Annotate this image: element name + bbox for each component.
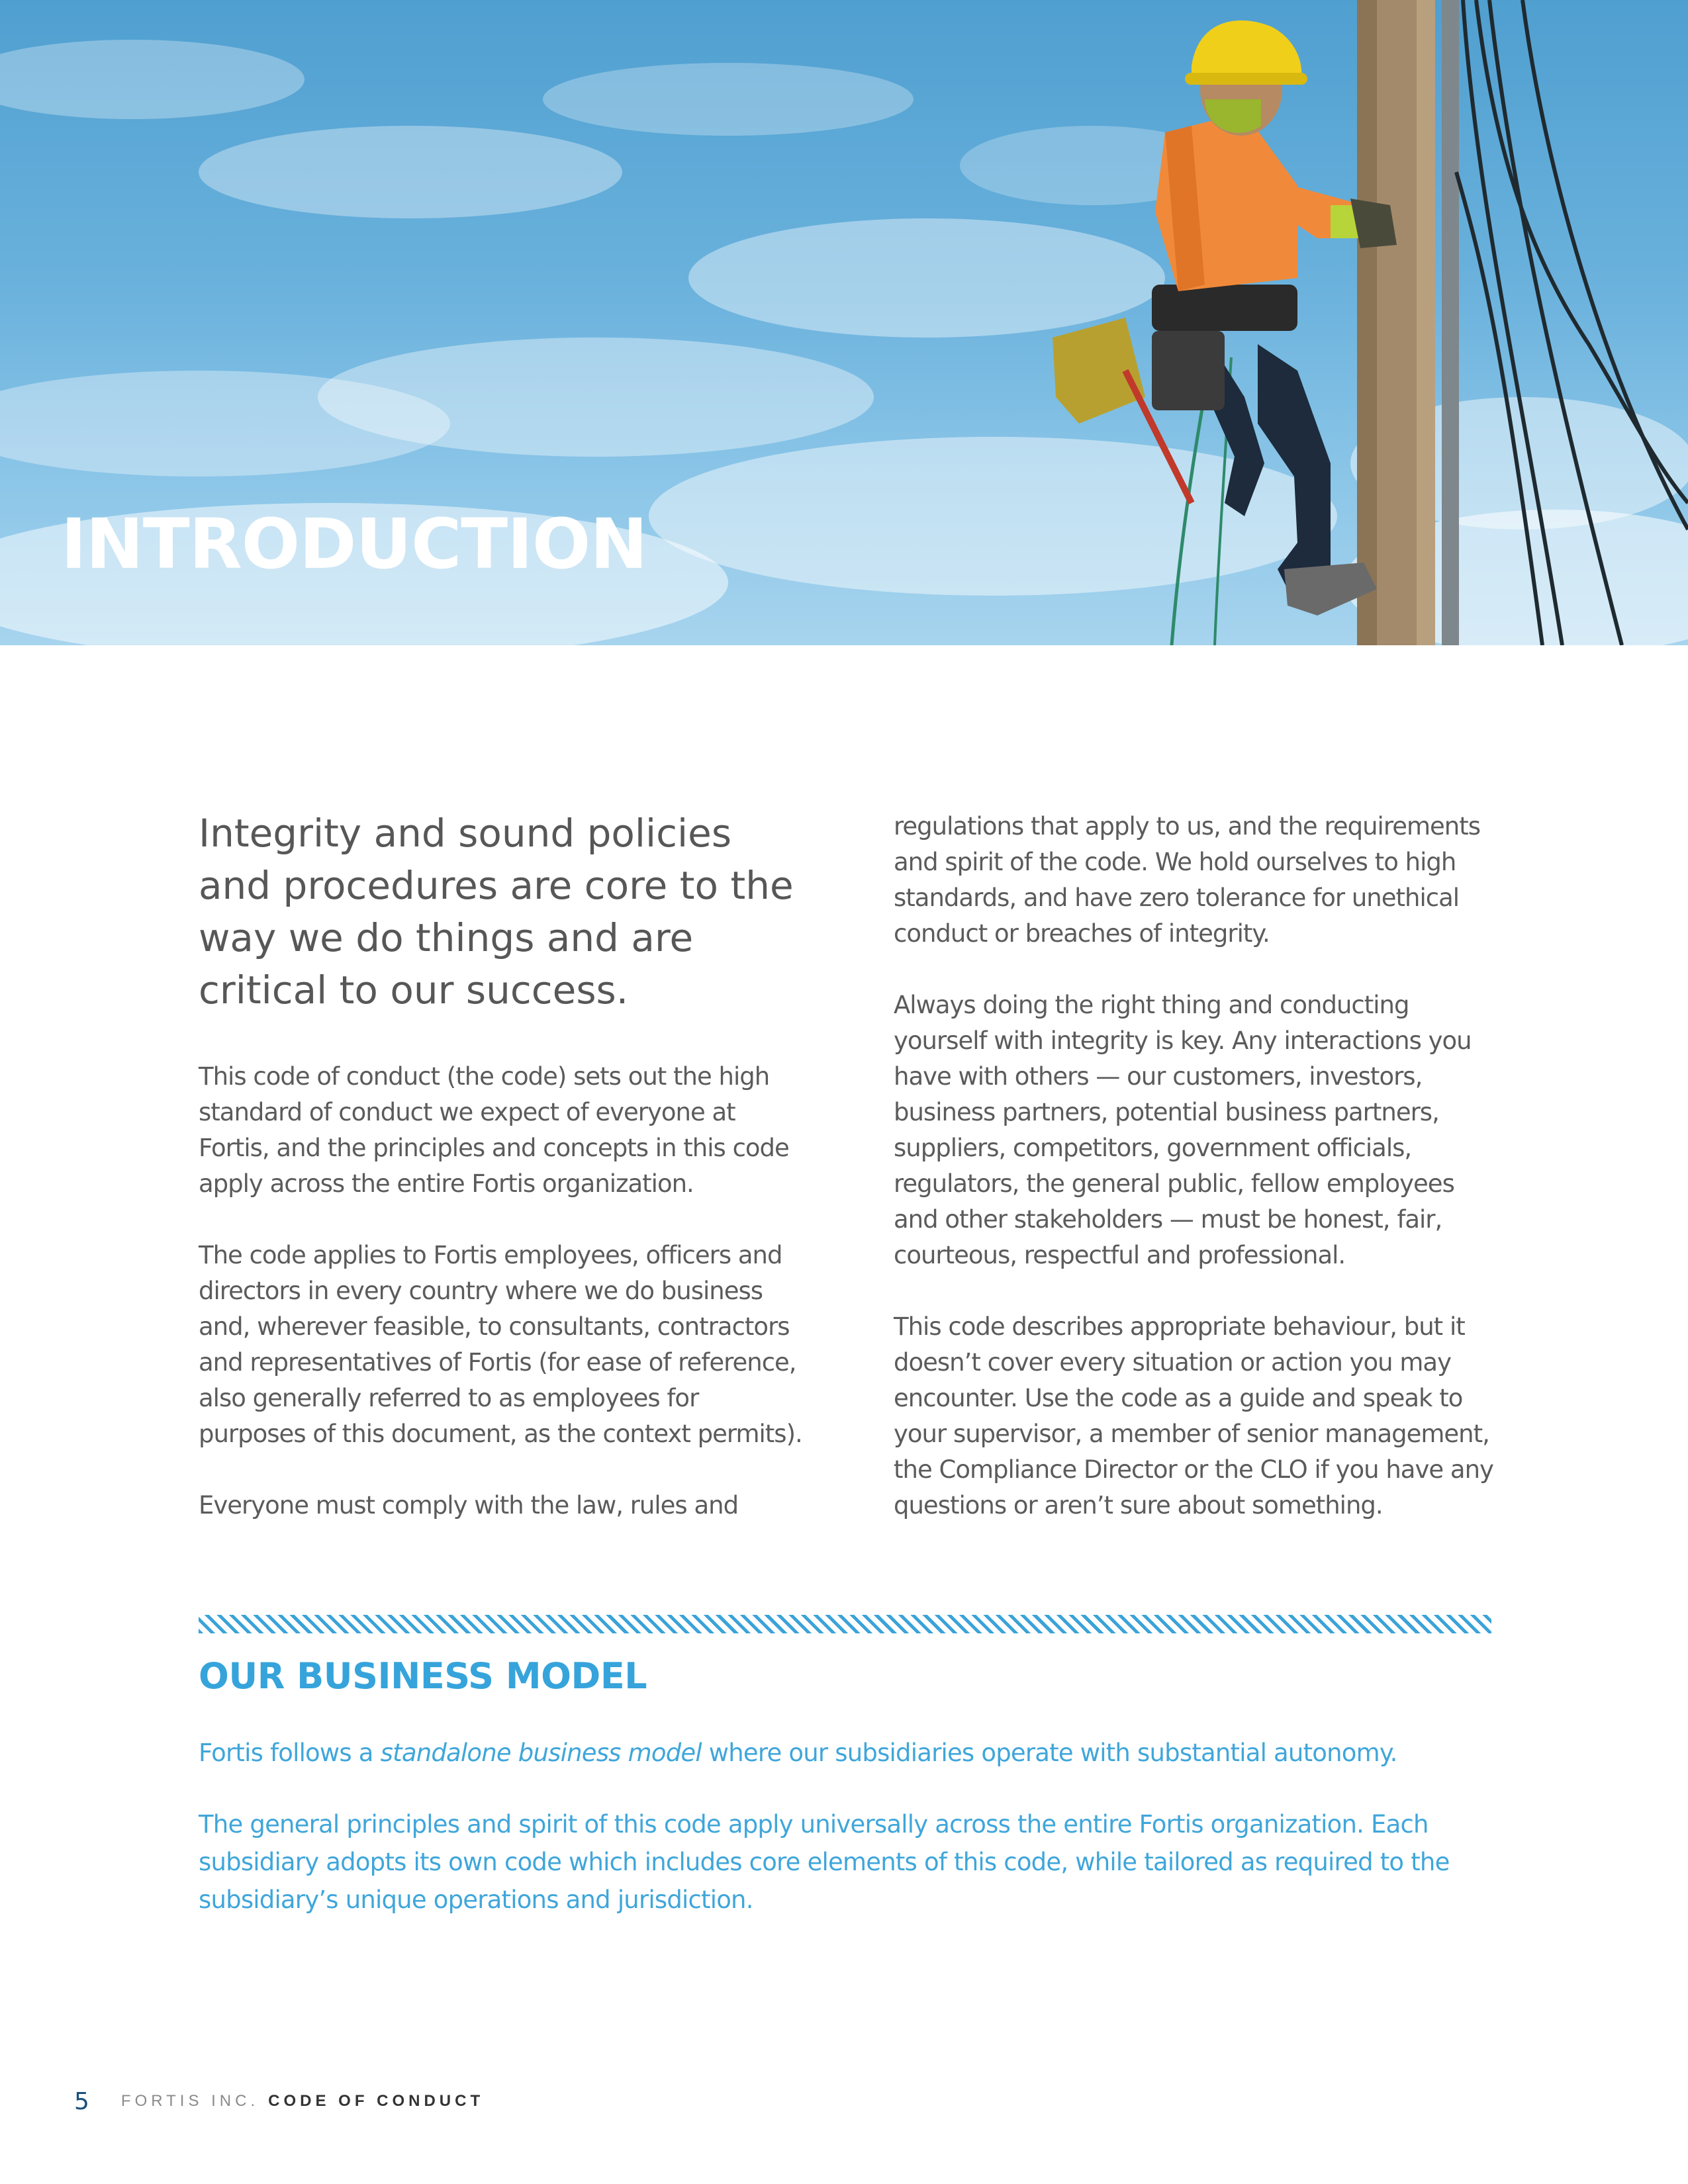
section-heading: OUR BUSINESS MODEL xyxy=(199,1655,647,1697)
page-title: INTRODUCTION xyxy=(61,504,647,584)
hero-banner xyxy=(0,0,1688,645)
page-footer xyxy=(74,2085,484,2118)
utility-pole xyxy=(1357,0,1459,645)
text-span: Fortis follows a xyxy=(199,1739,381,1767)
intro-right-column xyxy=(894,809,1503,1559)
intro-paragraph: regulations that apply to us, and the requirements and spirit of the code. We hold ourselves to high standards, and have zero tolerance for unethical conduct or breaches of integrity. xyxy=(894,812,1481,948)
footer-doc-title: CODE OF CONDUCT xyxy=(268,2092,485,2110)
intro-paragraph: The code applies to Fortis employees, officers and directors in every country where we do business and, wherever feasible, to consultants, contractors and representatives of Fortis (for ease of reference, also generally referred to as employees for purposes of this document, as the context permits). xyxy=(199,1241,802,1448)
text-span: where our subsidiaries operate with substantial autonomy. xyxy=(701,1739,1397,1767)
business-model-paragraph: The general principles and spirit of this code apply universally across the entire Fortis organization. Each subsidiary adopts its own code which includes core elements of this code, while tailored as required to the subsidiary’s unique operations and jurisdiction. xyxy=(199,1810,1450,1914)
lead-statement: Integrity and sound policies and procedures are core to the way we do things and are critical to our success. xyxy=(199,811,794,1013)
page-number: 5 xyxy=(74,2087,89,2115)
intro-paragraph: Always doing the right thing and conducting yourself with integrity is key. Any interactions you have with others — our customers, investors, business partners, potential business partners, suppliers, competitors, government officials, regulators, the general public, fellow employees and other stakeholders — must be honest, fair, courteous, respectful and professional. xyxy=(894,991,1472,1269)
emphasis-text: standalone business model xyxy=(380,1739,702,1767)
intro-paragraph: This code describes appropriate behaviour, but it doesn’t cover every situation or action you may encounter. Use the code as a guide and speak to your supervisor, a member of senior management, the Compliance Director or the CLO if you have any questions or aren’t sure about something. xyxy=(894,1312,1493,1520)
intro-paragraph: This code of conduct (the code) sets out the high standard of conduct we expect of everyone at Fortis, and the principles and concepts in this code apply across the entire Fortis organization. xyxy=(199,1062,789,1198)
intro-left-column xyxy=(199,807,808,1559)
hatched-divider xyxy=(199,1615,1491,1633)
business-model-paragraph xyxy=(199,1734,1496,1772)
intro-paragraph: Everyone must comply with the law, rules and xyxy=(199,1491,739,1520)
footer-brand: FORTIS INC. xyxy=(120,2092,259,2110)
